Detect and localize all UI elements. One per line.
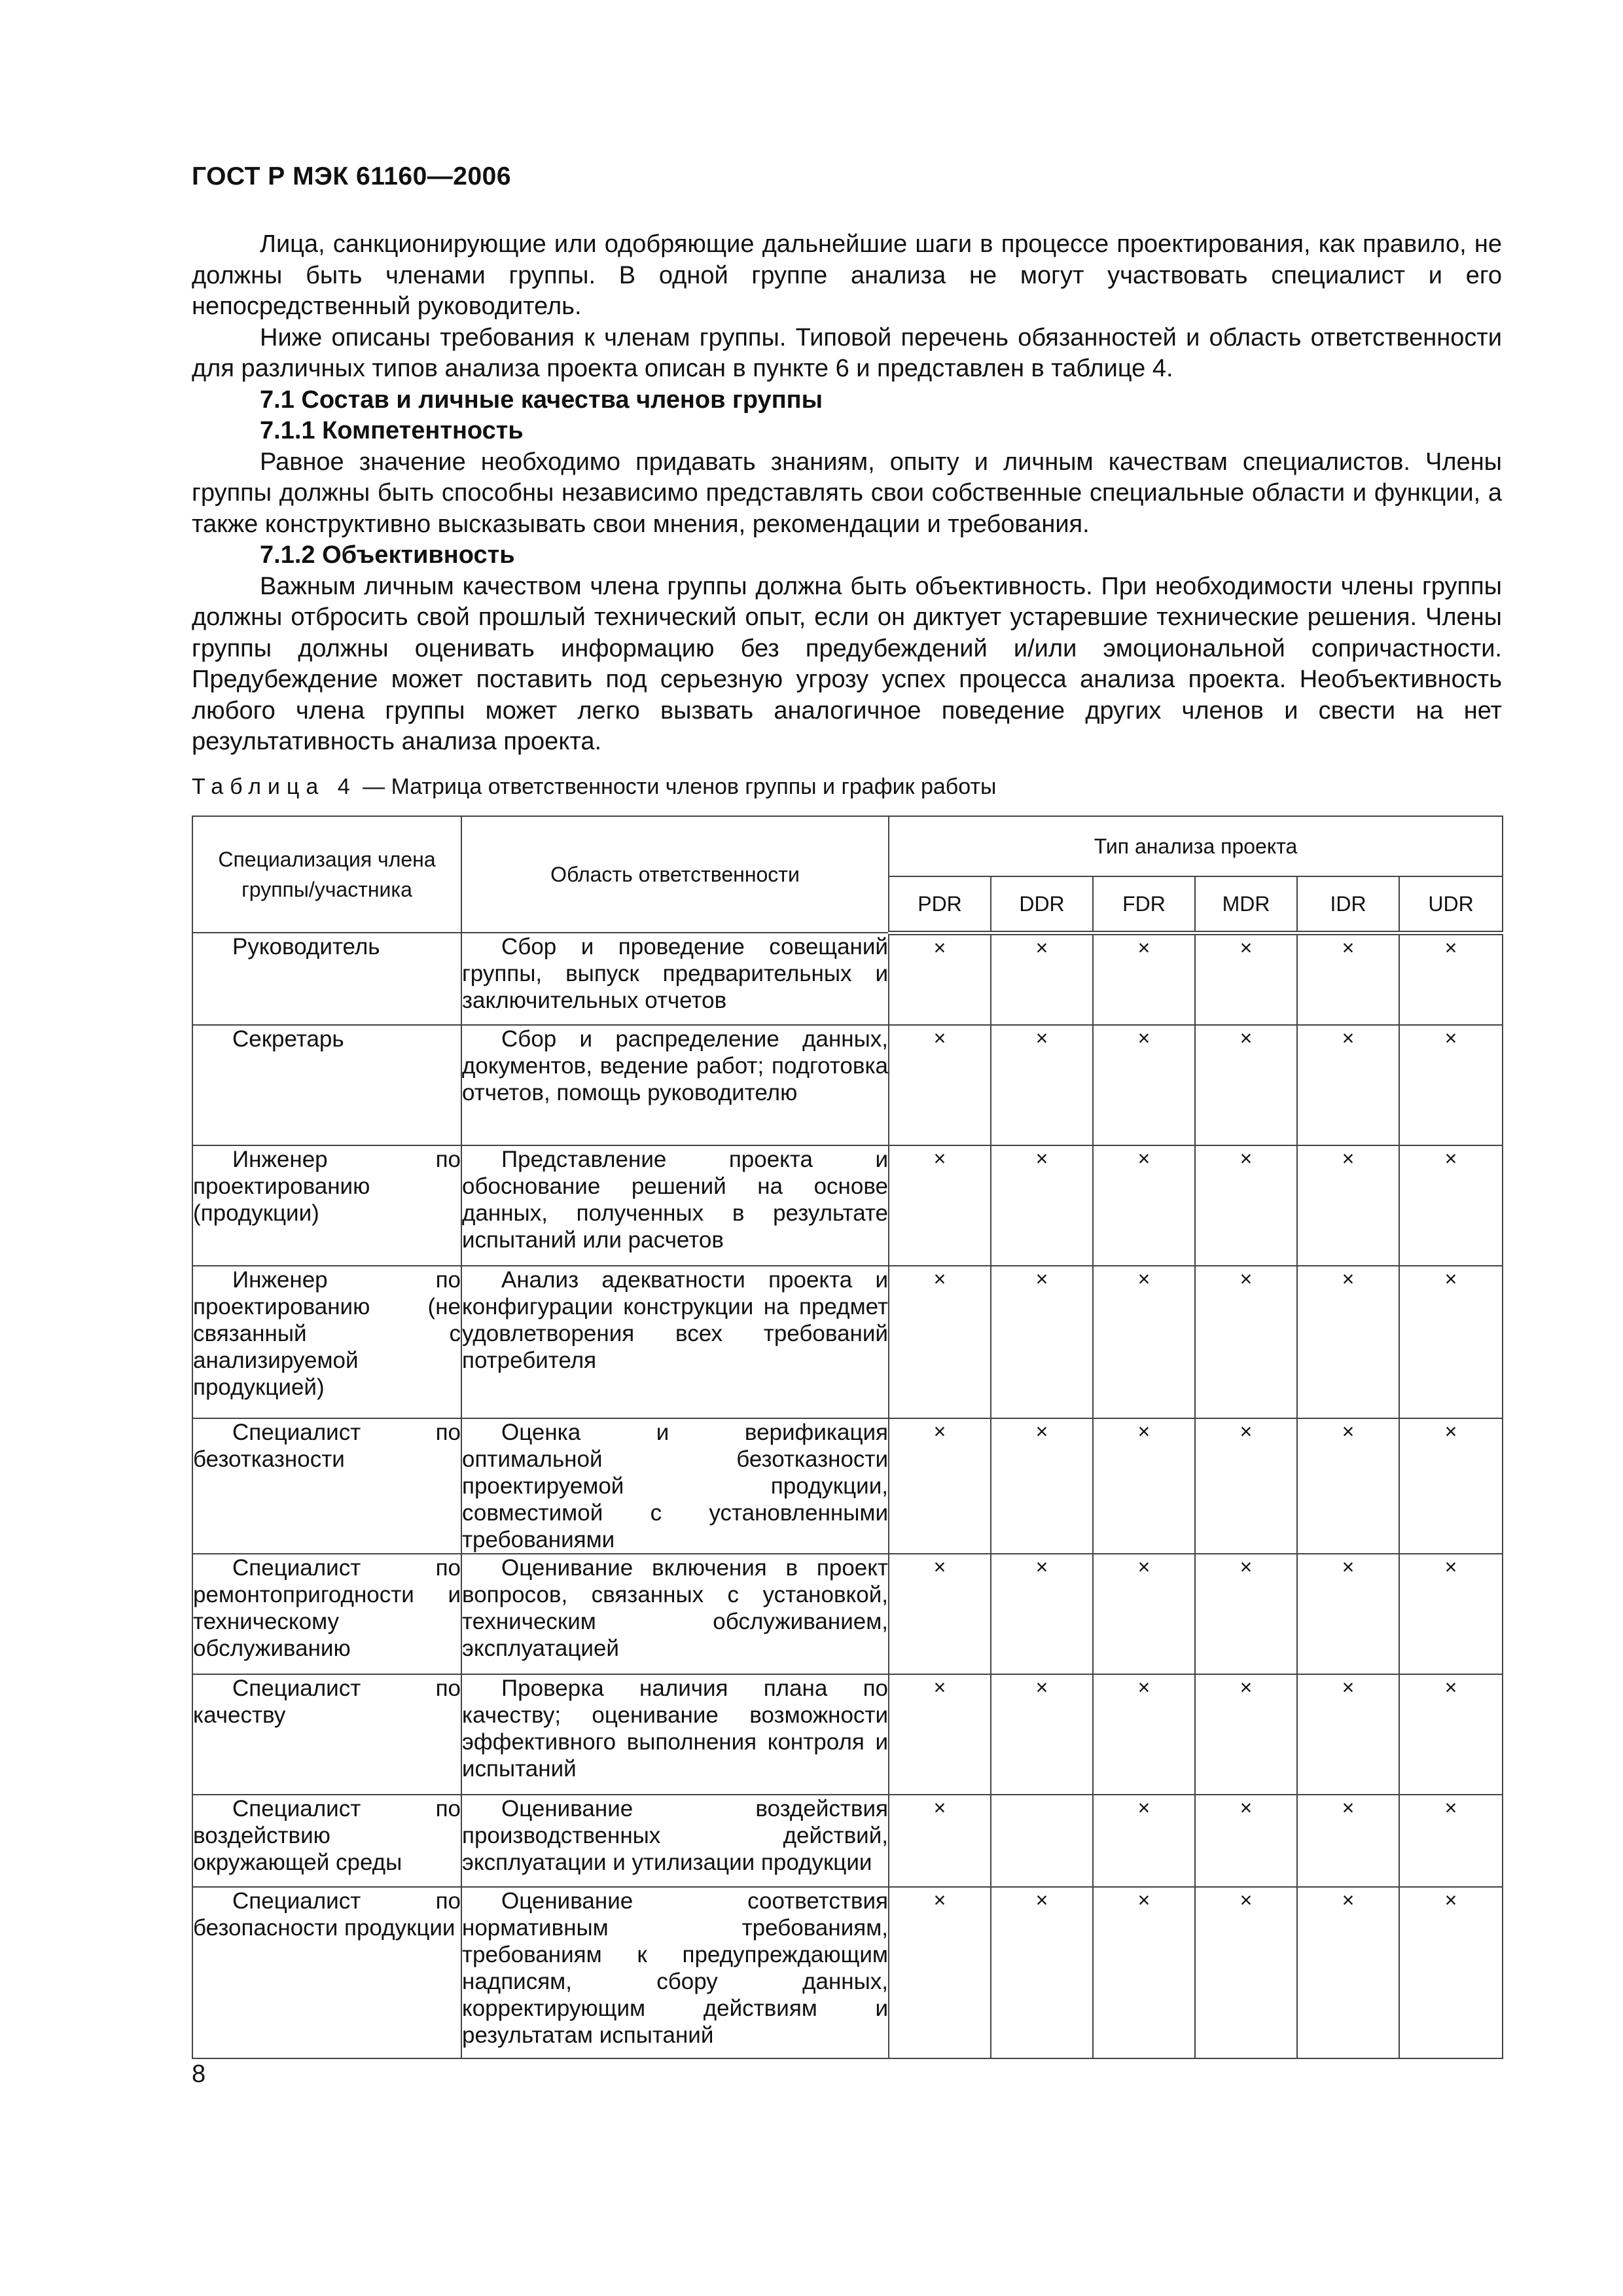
responsibility-cell [461, 1795, 889, 1887]
table-row [192, 933, 1503, 1025]
responsibility-cell [461, 1145, 889, 1266]
specialization-text: Специалист по качеству [193, 1676, 461, 1728]
review-type-header: IDR [1297, 876, 1399, 933]
participation-mark: × [1093, 1025, 1195, 1145]
participation-mark: × [1195, 1418, 1297, 1554]
responsibility-cell [461, 1418, 889, 1554]
participation-mark: × [1195, 1025, 1297, 1145]
participation-mark: × [889, 1795, 991, 1887]
participation-mark: × [889, 1554, 991, 1674]
participation-mark: × [991, 1418, 1093, 1554]
responsibility-cell [461, 1554, 889, 1674]
responsibility-cell [461, 1025, 889, 1145]
participation-mark: × [1297, 1266, 1399, 1418]
review-type-header: MDR [1195, 876, 1297, 933]
participation-mark: × [1195, 1887, 1297, 2058]
page-number: 8 [192, 2060, 206, 2088]
responsibility-text: Проверка наличия плана по качеству; оценивание возможности эффективного выполнения контроля и испытаний [462, 1676, 888, 1782]
table-caption [192, 774, 996, 800]
specialization-cell [192, 1145, 461, 1266]
participation-mark: × [1399, 1025, 1503, 1145]
participation-mark: × [991, 1025, 1093, 1145]
participation-mark: × [1297, 1887, 1399, 2058]
section-heading: 7.1 Состав и личные качества членов группы [260, 386, 823, 414]
responsibility-text: Оценивание включения в проект вопросов, связанных с установкой, техническим обслуживанием, эксплуатацией [462, 1555, 888, 1661]
specialization-cell [192, 1554, 461, 1674]
responsibility-text: Сбор и проведение совещаний группы, выпуск предварительных и заключительных отчетов [462, 934, 888, 1013]
participation-mark: × [1297, 1025, 1399, 1145]
participation-mark: × [1399, 933, 1503, 1025]
responsibility-text: Оценка и верификация оптимальной безотказности проектируемой продукции, совместимой с установленными требованиями [462, 1420, 888, 1552]
responsibility-matrix-table [192, 816, 1503, 2059]
review-type-header: PDR [889, 876, 991, 933]
participation-mark: × [1195, 1554, 1297, 1674]
specialization-text: Инженер по проектированию (продукции) [193, 1147, 461, 1226]
participation-mark: × [889, 1418, 991, 1554]
responsibility-text: Анализ адекватности проекта и конфигурации конструкции на предмет удовлетворения всех требований потребителя [462, 1267, 888, 1373]
table-row [192, 1418, 1503, 1554]
participation-mark: × [1297, 1795, 1399, 1887]
specialization-text: Специалист по ремонтопригодности и техническому обслуживанию [193, 1555, 461, 1661]
paragraph: Лица, санкционирующие или одобряющие дальнейшие шаги в процессе проектирования, как правило, не должны быть членами группы. В одной группе анализа не могут участвовать специалист и его непосредственный руководитель. [192, 230, 1502, 320]
table-row [192, 1674, 1503, 1795]
review-type-header: DDR [991, 876, 1093, 933]
participation-mark: × [1297, 1674, 1399, 1795]
responsibility-cell [461, 1887, 889, 2058]
table-row [192, 1266, 1503, 1418]
participation-mark: × [1399, 1795, 1503, 1887]
responsibility-text: Сбор и распределение данных, документов, ведение работ; подготовка отчетов, помощь руководителю [462, 1026, 888, 1105]
participation-mark: × [991, 933, 1093, 1025]
responsibility-cell [461, 1674, 889, 1795]
responsibility-text: Оценивание воздействия производственных действий, эксплуатации и утилизации продукции [462, 1796, 888, 1875]
participation-mark: × [889, 1025, 991, 1145]
specialization-cell [192, 1887, 461, 2058]
table-row [192, 1025, 1503, 1145]
participation-mark: × [1399, 1674, 1503, 1795]
participation-mark: × [1399, 1418, 1503, 1554]
participation-mark: × [1093, 1674, 1195, 1795]
table-row [192, 1795, 1503, 1887]
responsibility-text: Оценивание соответствия нормативным требованиям, требованиям к предупреждающим надписям, сбору данных, корректирующим действиям и результатам испытаний [462, 1888, 888, 2048]
review-type-header: FDR [1093, 876, 1195, 933]
specialization-cell [192, 1674, 461, 1795]
participation-mark: × [991, 1145, 1093, 1266]
participation-mark: × [889, 933, 991, 1025]
column-header-area: Область ответственности [461, 816, 889, 933]
participation-mark: × [1297, 1418, 1399, 1554]
participation-mark: × [1093, 1145, 1195, 1266]
body-text [192, 229, 1502, 758]
specialization-cell [192, 1795, 461, 1887]
document-header: ГОСТ Р МЭК 61160—2006 [192, 162, 512, 190]
participation-mark: × [991, 1674, 1093, 1795]
subsection-heading: 7.1.1 Компетентность [260, 417, 524, 444]
specialization-cell [192, 1266, 461, 1418]
specialization-cell [192, 1025, 461, 1145]
responsibility-cell [461, 1266, 889, 1418]
specialization-text: Специалист по воздействию окружающей среды [193, 1796, 461, 1875]
participation-mark: × [1093, 1554, 1195, 1674]
paragraph: Равное значение необходимо придавать знаниям, опыту и личным качествам специалистов. Члены группы должны быть способны независимо представлять свои собственные специальные области и функции, а также конструктивно высказывать свои мнения, рекомендации и требования. [192, 448, 1502, 538]
specialization-text: Специалист по безотказности [193, 1420, 461, 1472]
participation-mark: × [1297, 933, 1399, 1025]
participation-mark: × [1195, 1674, 1297, 1795]
participation-mark: × [1399, 1554, 1503, 1674]
specialization-cell [192, 1418, 461, 1554]
responsibility-text: Представление проекта и обоснование решений на основе данных, полученных в результате испытаний или расчетов [462, 1147, 888, 1253]
specialization-text: Секретарь [232, 1026, 344, 1052]
participation-mark: × [1399, 1266, 1503, 1418]
participation-mark: × [1195, 1266, 1297, 1418]
participation-mark: × [889, 1887, 991, 2058]
participation-mark: × [1195, 1795, 1297, 1887]
column-header-review-type: Тип анализа проекта [889, 816, 1503, 876]
participation-mark: × [991, 1266, 1093, 1418]
table-caption-label: Таблица 4 [192, 774, 357, 799]
participation-mark: × [1399, 1145, 1503, 1266]
participation-mark [991, 1795, 1093, 1887]
paragraph: Ниже описаны требования к членам группы. Типовой перечень обязанностей и область ответственности для различных типов анализа проекта описан в пункте 6 и представлен в таблице 4. [192, 323, 1502, 382]
participation-mark: × [1195, 933, 1297, 1025]
participation-mark: × [991, 1554, 1093, 1674]
column-header-specialization: Специализация члена группы/участника [192, 816, 461, 933]
table-row [192, 1887, 1503, 2058]
table-caption-text: — Матрица ответственности членов группы и график работы [356, 774, 997, 799]
participation-mark: × [1093, 1795, 1195, 1887]
specialization-text: Руководитель [232, 934, 380, 960]
participation-mark: × [1093, 1266, 1195, 1418]
participation-mark: × [1093, 933, 1195, 1025]
paragraph: Важным личным качеством члена группы должна быть объективность. При необходимости члены группы должны отбросить свой прошлый технический опыт, если он диктует устаревшие технические решения. Члены группы должны оценивать информацию без предубеждений и/или эмоциональной сопричастности. Предубеждение может поставить под серьезную угрозу успех процесса анализа проекта. Необъективность любого члена группы может легко вызвать аналогичное поведение других членов и свести на нет результативность анализа проекта. [192, 572, 1502, 755]
subsection-heading: 7.1.2 Объективность [260, 541, 515, 569]
participation-mark: × [1297, 1554, 1399, 1674]
participation-mark: × [1297, 1145, 1399, 1266]
participation-mark: × [889, 1266, 991, 1418]
specialization-text: Инженер по проектированию (не связанный с анализируемой продукцией) [193, 1267, 461, 1400]
specialization-text: Специалист по безопасности продукции [193, 1888, 461, 1941]
participation-mark: × [1093, 1887, 1195, 2058]
participation-mark: × [889, 1145, 991, 1266]
table-row [192, 1554, 1503, 1674]
participation-mark: × [1195, 1145, 1297, 1266]
specialization-cell [192, 933, 461, 1025]
responsibility-cell [461, 933, 889, 1025]
participation-mark: × [889, 1674, 991, 1795]
participation-mark: × [1093, 1418, 1195, 1554]
table-row [192, 1145, 1503, 1266]
participation-mark: × [1399, 1887, 1503, 2058]
review-type-header: UDR [1399, 876, 1503, 933]
participation-mark: × [991, 1887, 1093, 2058]
